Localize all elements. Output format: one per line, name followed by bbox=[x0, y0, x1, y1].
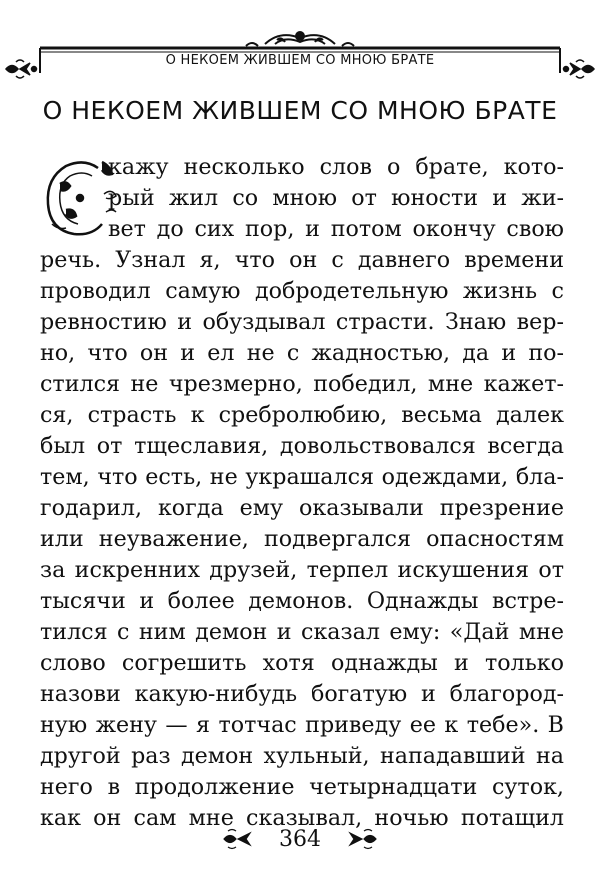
text-line: кажу несколько слов о брате, кото- bbox=[108, 154, 564, 180]
text-line: тысячи и более демонов. Однажды встре- bbox=[40, 588, 564, 614]
text-line: годарил, когда ему оказывали презрение bbox=[40, 495, 564, 521]
chapter-title: О НЕКОЕМ ЖИВШЕМ СО МНОЮ БРАТЕ bbox=[42, 96, 558, 125]
text-line: тем, что есть, не украшался одеждами, бла- bbox=[40, 464, 564, 490]
text-line: рый жил со мною от юности и жи- bbox=[108, 185, 564, 211]
text-line: был от тщеславия, довольствовался всегда bbox=[40, 433, 564, 459]
header-ornament bbox=[0, 24, 600, 80]
left-footer-flourish-icon bbox=[224, 830, 250, 849]
page-number: 364 bbox=[279, 827, 321, 852]
text-line: или неуважение, подвергался опасностям bbox=[40, 526, 564, 552]
chapter-body bbox=[40, 152, 564, 834]
text-line: тился с ним демон и сказал ему: «Дай мне bbox=[40, 619, 564, 645]
left-flourish-icon bbox=[6, 60, 37, 78]
text-line: ревностию и обуздывал страсти. Знаю вер- bbox=[40, 309, 564, 335]
text-line: но, что он и ел не с жадностью, да и по- bbox=[40, 340, 564, 366]
right-flourish-icon bbox=[564, 60, 595, 78]
text-line: за искренних друзей, терпел искушения от bbox=[40, 557, 564, 583]
header-ornament-graphic bbox=[0, 24, 600, 80]
text-line: ную жену — я тотчас приведу ее к тебе». В bbox=[40, 712, 564, 738]
text-line: слово согрешить хотя однажды и только bbox=[40, 650, 564, 676]
text-line: другой раз демон хульный, нападавший на bbox=[40, 743, 564, 769]
text-line: проводил самую добродетельную жизнь с bbox=[40, 278, 564, 304]
crest-ornament-icon bbox=[246, 32, 354, 46]
running-head-title: О НЕКОЕМ ЖИВШЕМ СО МНОЮ БРАТЕ bbox=[165, 53, 435, 68]
text-line: речь. Узнал я, что он с давнего времени bbox=[40, 247, 564, 273]
text-line: него в продолжение четырнадцати суток, bbox=[40, 774, 564, 800]
text-line: назови какую-нибудь богатую и благород- bbox=[40, 681, 564, 707]
text-line: ся, страсть к сребролюбию, весьма далек bbox=[40, 402, 564, 428]
text-line: как он сам мне сказывал, ночью потащил bbox=[40, 805, 564, 831]
right-footer-flourish-icon bbox=[350, 830, 376, 849]
text-line: стился не чрезмерно, победил, мне кажет- bbox=[40, 371, 564, 397]
text-line: вет до сих пор, и потом окончу свою bbox=[108, 216, 564, 242]
